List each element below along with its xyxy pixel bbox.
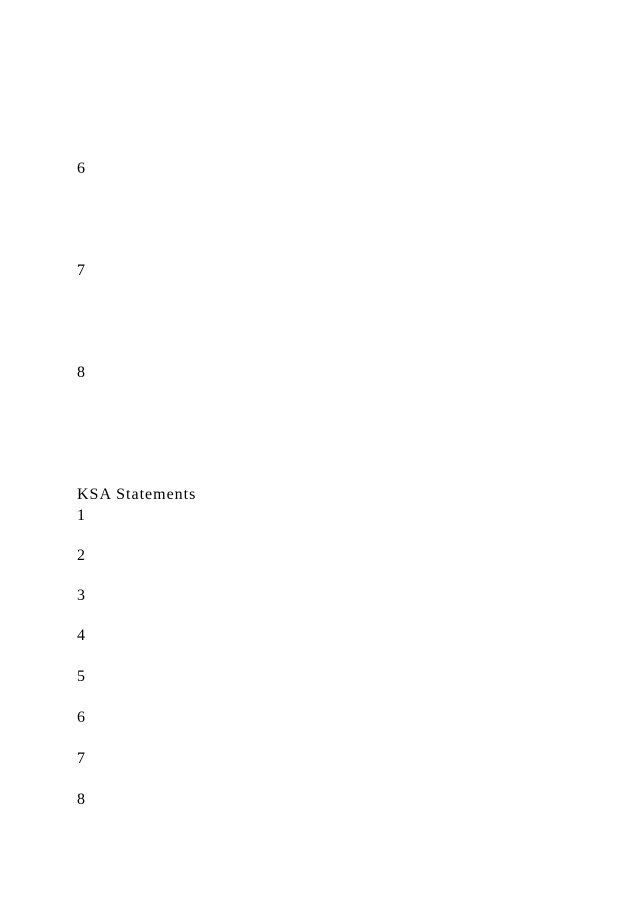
ksa-number-7: 7 (77, 750, 86, 767)
ksa-number-4: 4 (77, 627, 86, 644)
ksa-number-1: 1 (77, 507, 86, 524)
ksa-number-8: 8 (77, 791, 86, 808)
ksa-number-2: 2 (77, 547, 86, 564)
ksa-number-5: 5 (77, 668, 86, 685)
list-number-6: 6 (77, 160, 86, 177)
ksa-number-3: 3 (77, 587, 86, 604)
list-number-8: 8 (77, 364, 86, 381)
list-number-7: 7 (77, 262, 86, 279)
ksa-statements-heading: KSA Statements (77, 486, 197, 503)
ksa-number-6: 6 (77, 709, 86, 726)
